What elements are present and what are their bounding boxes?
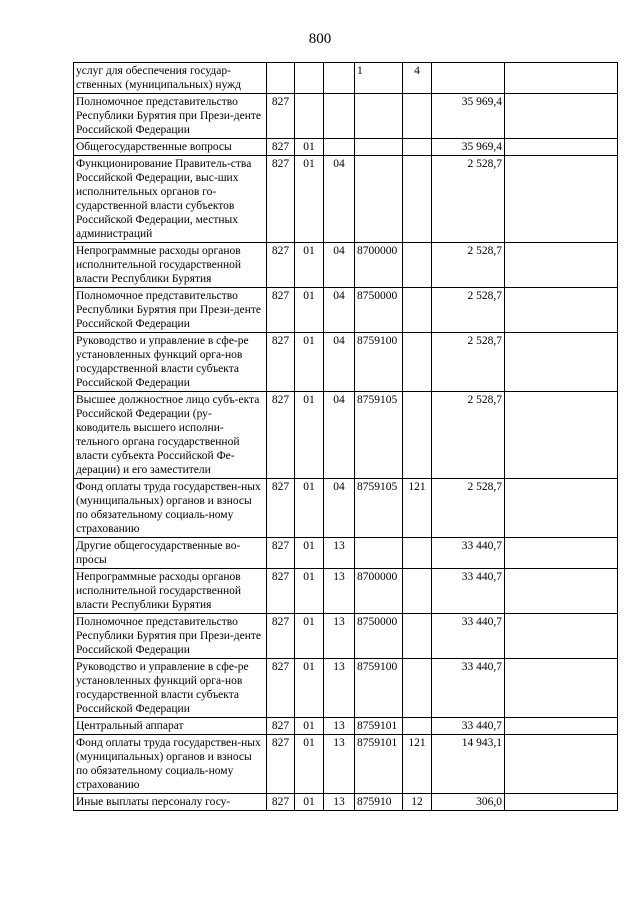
row-expense-type-cell: [403, 288, 432, 333]
row-target-code-cell: 1: [355, 63, 403, 94]
row-amount-cell: 2 528,7: [432, 243, 505, 288]
row-target-code-cell: 8700000: [355, 243, 403, 288]
row-name-cell: Руководство и управление в сфе-ре установленных функций орга-нов государственной власти субъекта Российской Федерации: [74, 659, 267, 718]
row-name-cell: Функционирование Правитель-ства Российской Федерации, выс-ших исполнительных органов го-сударственной власти субъектов Российской Федерации, местных администраций: [74, 156, 267, 243]
row-expense-type-cell: 121: [403, 479, 432, 538]
row-target-code-cell: 8759101: [355, 718, 403, 735]
row-name-cell: Полномочное представительство Республики Бурятия при Прези-денте Российской Федерации: [74, 94, 267, 139]
row-ved-cell: 827: [267, 479, 295, 538]
row-section-cell: 01: [295, 538, 324, 569]
row-amount-cell: 33 440,7: [432, 538, 505, 569]
row-subsection-cell: 13: [324, 794, 355, 811]
row-subsection-cell: 04: [324, 288, 355, 333]
row-empty-cell: [505, 735, 618, 794]
table-row: [74, 794, 618, 811]
row-name-cell: Высшее должностное лицо субъ-екта Российской Федерации (ру-ководитель высшего исполни-тельного органа государственной власти субъекта Российской Фе-дерации) и его заместители: [74, 392, 267, 479]
row-name-cell: Общегосударственные вопросы: [74, 139, 267, 156]
row-amount-cell: 2 528,7: [432, 333, 505, 392]
table-row: [74, 659, 618, 718]
row-ved-cell: 827: [267, 392, 295, 479]
row-empty-cell: [505, 794, 618, 811]
table-row: [74, 614, 618, 659]
row-ved-cell: 827: [267, 243, 295, 288]
row-amount-cell: 2 528,7: [432, 479, 505, 538]
row-ved-cell: 827: [267, 94, 295, 139]
row-empty-cell: [505, 288, 618, 333]
table-row: [74, 333, 618, 392]
row-name-cell: Непрограммные расходы органов исполнительной государственной власти Республики Бурятия: [74, 569, 267, 614]
row-amount-cell: 33 440,7: [432, 569, 505, 614]
row-expense-type-cell: [403, 659, 432, 718]
row-amount-cell: 33 440,7: [432, 718, 505, 735]
row-empty-cell: [505, 614, 618, 659]
row-empty-cell: [505, 718, 618, 735]
row-name-cell: Непрограммные расходы органов исполнительной государственной власти Республики Бурятия: [74, 243, 267, 288]
row-section-cell: 01: [295, 139, 324, 156]
row-ved-cell: 827: [267, 288, 295, 333]
row-amount-cell: 33 440,7: [432, 659, 505, 718]
row-expense-type-cell: [403, 538, 432, 569]
row-expense-type-cell: [403, 156, 432, 243]
row-ved-cell: 827: [267, 735, 295, 794]
row-ved-cell: 827: [267, 718, 295, 735]
row-name-cell: Полномочное представительство Республики Бурятия при Прези-денте Российской Федерации: [74, 288, 267, 333]
row-empty-cell: [505, 538, 618, 569]
row-empty-cell: [505, 243, 618, 288]
row-ved-cell: 827: [267, 139, 295, 156]
table-row: [74, 94, 618, 139]
row-empty-cell: [505, 479, 618, 538]
row-ved-cell: 827: [267, 794, 295, 811]
row-amount-cell: 35 969,4: [432, 139, 505, 156]
row-target-code-cell: 8750000: [355, 288, 403, 333]
row-target-code-cell: 8750000: [355, 614, 403, 659]
table-row: [74, 63, 618, 94]
row-empty-cell: [505, 139, 618, 156]
row-section-cell: 01: [295, 569, 324, 614]
table-row: [74, 569, 618, 614]
row-empty-cell: [505, 333, 618, 392]
row-amount-cell: 2 528,7: [432, 288, 505, 333]
table-row: [74, 718, 618, 735]
row-expense-type-cell: [403, 333, 432, 392]
row-name-cell: услуг для обеспечения государ-ственных (муниципальных) нужд: [74, 63, 267, 94]
page-number: 800: [308, 31, 332, 47]
row-empty-cell: [505, 156, 618, 243]
row-subsection-cell: 04: [324, 243, 355, 288]
table-row: [74, 288, 618, 333]
row-ved-cell: 827: [267, 569, 295, 614]
row-target-code-cell: 8759101: [355, 735, 403, 794]
row-section-cell: 01: [295, 333, 324, 392]
row-name-cell: Центральный аппарат: [74, 718, 267, 735]
row-section-cell: 01: [295, 243, 324, 288]
row-empty-cell: [505, 63, 618, 94]
row-section-cell: [295, 94, 324, 139]
row-expense-type-cell: 12: [403, 794, 432, 811]
row-subsection-cell: 04: [324, 333, 355, 392]
table-row: [74, 735, 618, 794]
row-expense-type-cell: [403, 392, 432, 479]
row-amount-cell: 2 528,7: [432, 156, 505, 243]
row-empty-cell: [505, 94, 618, 139]
row-name-cell: Фонд оплаты труда государствен-ных (муниципальных) органов и взносы по обязательному социаль-ному страхованию: [74, 479, 267, 538]
row-name-cell: Другие общегосударственные во-просы: [74, 538, 267, 569]
row-expense-type-cell: [403, 94, 432, 139]
row-target-code-cell: 8759100: [355, 333, 403, 392]
table-row: [74, 538, 618, 569]
row-expense-type-cell: [403, 139, 432, 156]
row-target-code-cell: 8700000: [355, 569, 403, 614]
row-expense-type-cell: [403, 569, 432, 614]
row-subsection-cell: 13: [324, 659, 355, 718]
row-subsection-cell: 04: [324, 392, 355, 479]
row-expense-type-cell: [403, 243, 432, 288]
row-ved-cell: [267, 63, 295, 94]
row-subsection-cell: [324, 63, 355, 94]
row-subsection-cell: 04: [324, 156, 355, 243]
row-ved-cell: 827: [267, 659, 295, 718]
row-target-code-cell: [355, 538, 403, 569]
row-subsection-cell: 13: [324, 538, 355, 569]
row-name-cell: Руководство и управление в сфе-ре установленных функций орга-нов государственной власти субъекта Российской Федерации: [74, 333, 267, 392]
row-subsection-cell: 13: [324, 718, 355, 735]
row-section-cell: 01: [295, 659, 324, 718]
row-target-code-cell: [355, 156, 403, 243]
table-row: [74, 156, 618, 243]
row-amount-cell: 33 440,7: [432, 614, 505, 659]
table-row: [74, 139, 618, 156]
row-section-cell: 01: [295, 614, 324, 659]
row-expense-type-cell: 4: [403, 63, 432, 94]
row-target-code-cell: 8759100: [355, 659, 403, 718]
row-section-cell: 01: [295, 288, 324, 333]
budget-table-body: [74, 63, 618, 811]
row-section-cell: 01: [295, 479, 324, 538]
row-subsection-cell: 13: [324, 735, 355, 794]
row-target-code-cell: [355, 94, 403, 139]
row-subsection-cell: [324, 139, 355, 156]
table-row: [74, 392, 618, 479]
row-section-cell: 01: [295, 392, 324, 479]
row-amount-cell: [432, 63, 505, 94]
row-ved-cell: 827: [267, 156, 295, 243]
row-subsection-cell: 13: [324, 569, 355, 614]
row-section-cell: [295, 63, 324, 94]
row-ved-cell: 827: [267, 614, 295, 659]
row-expense-type-cell: [403, 718, 432, 735]
row-empty-cell: [505, 392, 618, 479]
row-name-cell: Иные выплаты персоналу госу-: [74, 794, 267, 811]
row-subsection-cell: 04: [324, 479, 355, 538]
row-name-cell: Фонд оплаты труда государствен-ных (муниципальных) органов и взносы по обязательному социаль-ному страхованию: [74, 735, 267, 794]
row-ved-cell: 827: [267, 538, 295, 569]
row-subsection-cell: 13: [324, 614, 355, 659]
row-empty-cell: [505, 569, 618, 614]
row-amount-cell: 35 969,4: [432, 94, 505, 139]
row-amount-cell: 306,0: [432, 794, 505, 811]
row-name-cell: Полномочное представительство Республики Бурятия при Прези-денте Российской Федерации: [74, 614, 267, 659]
row-section-cell: 01: [295, 735, 324, 794]
row-amount-cell: 14 943,1: [432, 735, 505, 794]
row-amount-cell: 2 528,7: [432, 392, 505, 479]
row-expense-type-cell: 121: [403, 735, 432, 794]
row-section-cell: 01: [295, 718, 324, 735]
row-expense-type-cell: [403, 614, 432, 659]
row-section-cell: 01: [295, 156, 324, 243]
table-row: [74, 243, 618, 288]
row-target-code-cell: [355, 139, 403, 156]
row-target-code-cell: 8759105: [355, 479, 403, 538]
row-empty-cell: [505, 659, 618, 718]
row-subsection-cell: [324, 94, 355, 139]
budget-table: [73, 62, 618, 811]
row-target-code-cell: 8759105: [355, 392, 403, 479]
row-target-code-cell: 875910: [355, 794, 403, 811]
row-ved-cell: 827: [267, 333, 295, 392]
row-section-cell: 01: [295, 794, 324, 811]
table-row: [74, 479, 618, 538]
